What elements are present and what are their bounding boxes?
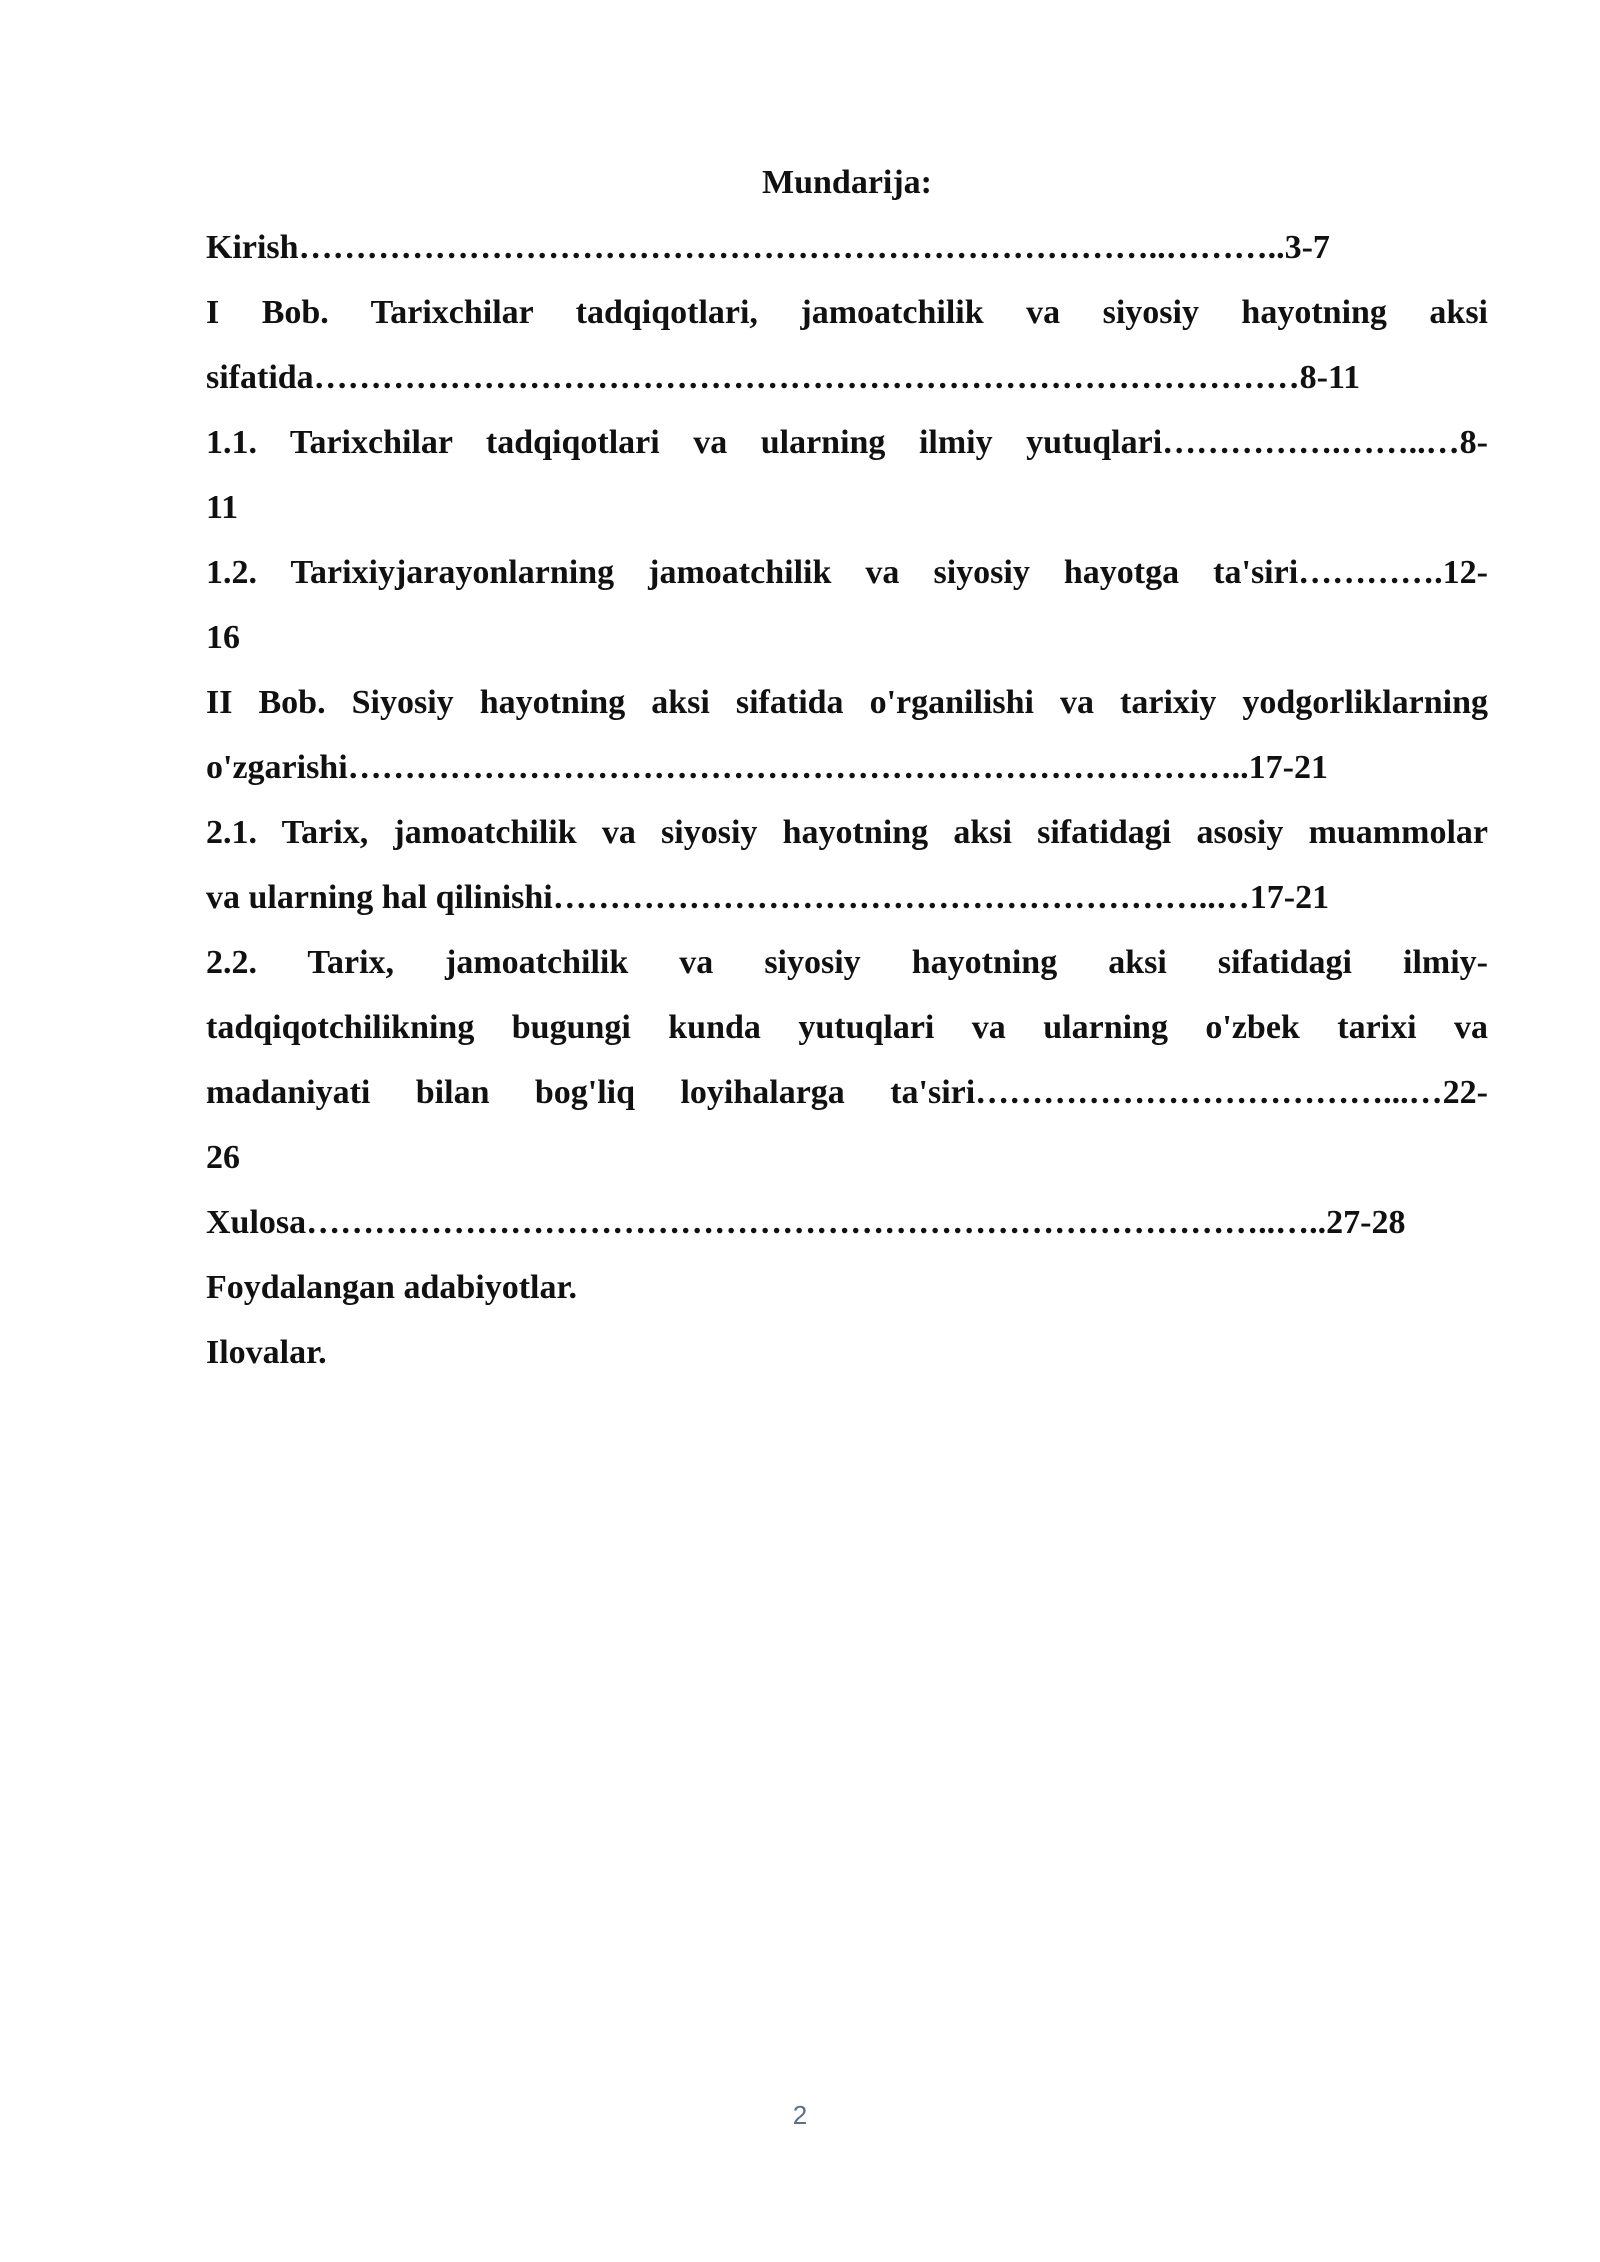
toc-entry-chapter-1: I Bob. Tarixchilar tadqiqotlari, jamoatchilik va siyosiy hayotning aksi [206, 294, 1488, 331]
toc-entry-section-2-2: 2.2. Tarix, jamoatchilik va siyosiy hayotning aksi sifatidagi ilmiy- [206, 944, 1488, 981]
toc-entry-section-2-2-cont-1: tadqiqotchilikning bugungi kunda yutuqlari va ularning o'zbek tarixi va [206, 1009, 1488, 1046]
toc-title: Mundarija: [762, 164, 932, 201]
toc-entry-chapter-2: II Bob. Siyosiy hayotning aksi sifatida o'rganilishi va tarixiy yodgorliklarning [206, 684, 1488, 721]
toc-entry-chapter-2-cont: o'zgarishi……………………………………………………………………..17-21 [206, 749, 1328, 786]
toc-entry-xulosa: Xulosa…………………………………………………………………………..…..27-28 [206, 1204, 1406, 1241]
toc-entry-bibliography: Foydalangan adabiyotlar. [206, 1269, 577, 1306]
page-number: 2 [792, 2100, 808, 2130]
toc-entry-section-1-2-cont: 16 [206, 619, 240, 656]
toc-entry-section-1-1: 1.1. Tarixchilar tadqiqotlari va ularning ilmiy yutuqlari…………….……..…8- [206, 424, 1488, 461]
toc-entry-kirish: Kirish…………………………………………………………………..………..3-7 [206, 229, 1330, 266]
toc-entry-section-2-2-cont-2: madaniyati bilan bog'liq loyihalarga ta'siri………………………………...…22- [206, 1074, 1488, 1111]
toc-entry-section-2-2-cont-3: 26 [206, 1139, 240, 1176]
toc-entry-appendices: Ilovalar. [206, 1334, 327, 1371]
toc-entry-section-2-1: 2.1. Tarix, jamoatchilik va siyosiy hayotning aksi sifatidagi asosiy muammolar [206, 814, 1488, 851]
toc-entry-section-1-1-cont: 11 [206, 489, 239, 526]
toc-entry-section-2-1-cont: va ularning hal qilinishi…………………………………………………..…17-21 [206, 879, 1330, 916]
table-of-contents [206, 150, 1488, 1385]
toc-entry-chapter-1-cont: sifatida……………………………………………………………………………8-11 [206, 359, 1361, 396]
toc-entry-section-1-2: 1.2. Tarixiyjarayonlarning jamoatchilik va siyosiy hayotga ta'siri………….12- [206, 554, 1488, 591]
